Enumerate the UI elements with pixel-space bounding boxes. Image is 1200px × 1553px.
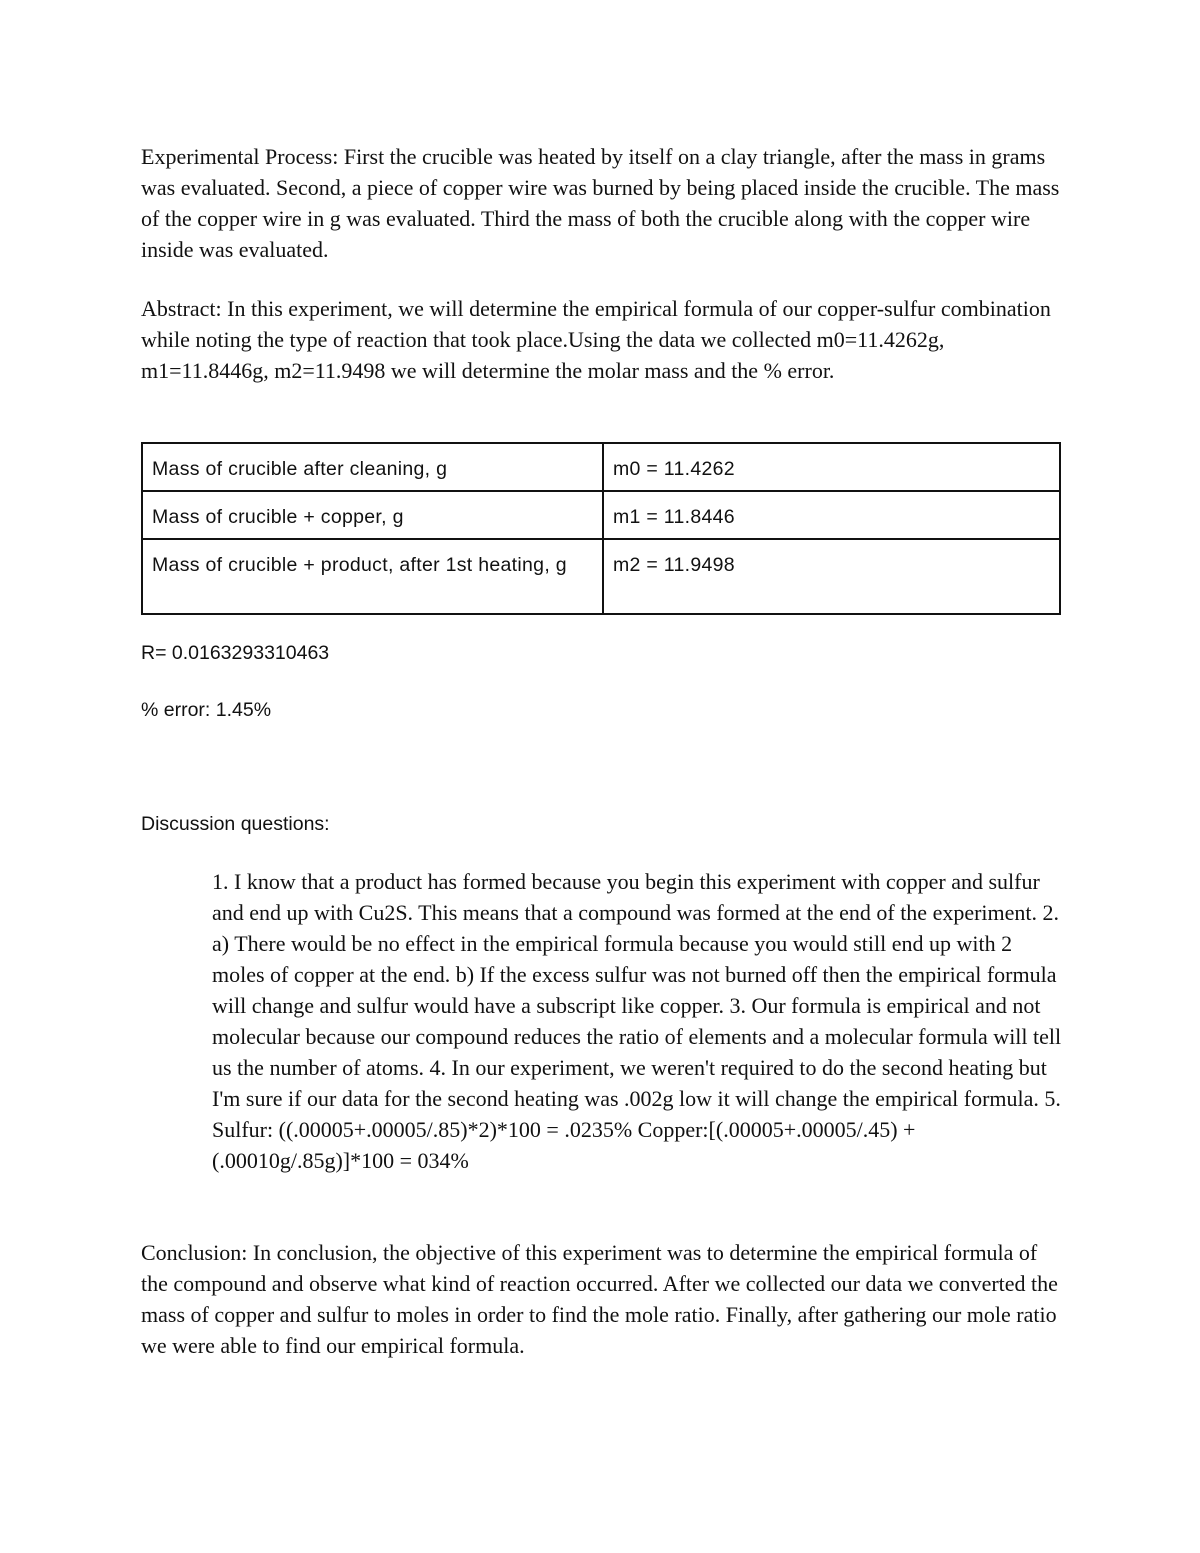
- table-row: [142, 491, 1060, 539]
- table-cell-value: m0 = 11.4262: [603, 443, 1060, 491]
- discussion-answers-paragraph: 1. I know that a product has formed because you begin this experiment with copper and sulfur and end up with Cu2S. This means that a compound was formed at the end of the experiment. 2. a) There would be no effect in the empirical formula because you would still end up with 2 moles of copper at the end. b) If the excess sulfur was not burned off then the empirical formula will change and sulfur would have a subscript like copper. 3. Our formula is empirical and not molecular because our compound reduces the ratio of elements and a molecular formula will tell us the number of atoms. 4. In our experiment, we weren't required to do the second heating but I'm sure if our data for the second heating was .002g low it will change the empirical formula. 5. Sulfur: ((.00005+.00005/.85)*2)*100 = .0235% Copper:[(.00005+.00005/.45) + (.00010g/.85g)]*100 = 034%: [212, 869, 1062, 1173]
- table-cell-value: m2 = 11.9498: [603, 539, 1060, 614]
- percent-error-line: % error: 1.45%: [141, 699, 272, 721]
- table-cell-label: Mass of crucible + copper, g: [142, 491, 603, 539]
- discussion-heading: Discussion questions:: [141, 813, 330, 835]
- table-row: [142, 539, 1060, 614]
- conclusion-paragraph: Conclusion: In conclusion, the objective of this experiment was to determine the empirical formula of the compound and observe what kind of reaction occurred. After we collected our data we converted the mass of copper and sulfur to moles in order to find the mole ratio. Finally, after gathering our mole ratio we were able to find our empirical formula.: [141, 1240, 1058, 1358]
- table-cell-label: Mass of crucible + product, after 1st heating, g: [142, 539, 603, 614]
- table-cell-label: Mass of crucible after cleaning, g: [142, 443, 603, 491]
- table-row: [142, 443, 1060, 491]
- experimental-process-paragraph: Experimental Process: First the crucible was heated by itself on a clay triangle, after the mass in grams was evaluated. Second, a piece of copper wire was burned by being placed inside the crucible. The mass of the copper wire in g was evaluated. Third the mass of both the crucible along with the copper wire inside was evaluated.: [141, 144, 1060, 262]
- abstract-paragraph: Abstract: In this experiment, we will determine the empirical formula of our copper-sulfur combination while noting the type of reaction that took place.Using the data we collected m0=11.4262g, m1=11.8446g, m2=11.9498 we will determine the molar mass and the % error.: [141, 296, 1051, 383]
- mass-data-table: [141, 442, 1061, 615]
- r-value-line: R= 0.0163293310463: [141, 642, 330, 664]
- table-cell-value: m1 = 11.8446: [603, 491, 1060, 539]
